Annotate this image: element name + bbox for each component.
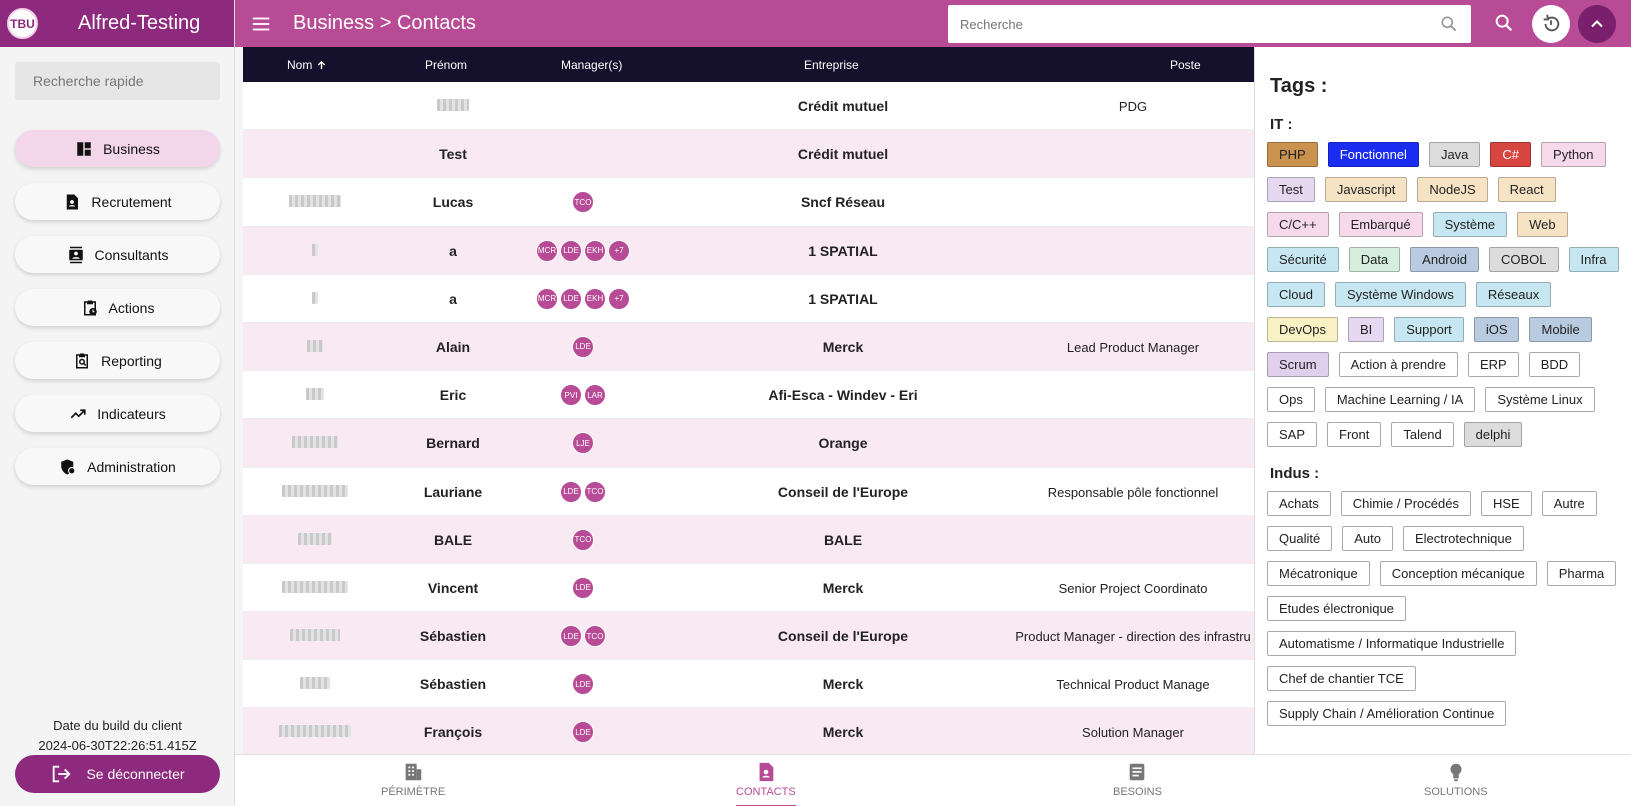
page-title: Business > Contacts: [293, 12, 476, 34]
table-row[interactable]: [243, 82, 1254, 130]
tag-chip[interactable]: C/C++: [1267, 212, 1329, 237]
cell-prenom: Lucas: [432, 194, 474, 211]
tag-chip[interactable]: Java: [1429, 142, 1480, 167]
refresh-button[interactable]: [1532, 5, 1570, 43]
tag-chip[interactable]: Web: [1517, 212, 1568, 237]
tag-chip[interactable]: ERP: [1468, 352, 1519, 377]
cell-poste: Responsable pôle fonctionnel: [1047, 484, 1219, 500]
tag-chip[interactable]: Système: [1433, 212, 1508, 237]
sidebar-item-label: Business: [103, 140, 160, 157]
tag-chip[interactable]: React: [1498, 177, 1556, 202]
tab-contacts[interactable]: [736, 761, 796, 798]
tag-chip[interactable]: Réseaux: [1476, 282, 1551, 307]
lightbulb-icon: [1445, 761, 1467, 783]
tag-chip[interactable]: NodeJS: [1417, 177, 1487, 202]
table-row[interactable]: [243, 564, 1254, 612]
tag-chip[interactable]: Mécatronique: [1267, 561, 1370, 586]
cell-poste: Senior Project Coordinato: [1058, 580, 1208, 596]
tag-chip[interactable]: BDD: [1529, 352, 1580, 377]
tag-chip[interactable]: Qualité: [1267, 526, 1332, 551]
tags-title: Tags :: [1270, 75, 1328, 97]
cell-nom: [265, 725, 365, 737]
manager-avatar[interactable]: LDE: [572, 673, 594, 695]
cell-entreprise: Merck: [822, 338, 864, 355]
tab-label: PÉRIMÈTRE: [381, 786, 446, 798]
tag-chip[interactable]: COBOL: [1489, 247, 1559, 272]
top-header: [235, 0, 1631, 47]
manager-avatar[interactable]: +7: [608, 288, 630, 310]
header-search-input[interactable]: [960, 17, 1439, 32]
redacted-name: [282, 581, 348, 593]
admin-shield-icon: [59, 458, 77, 476]
cell-nom: [265, 340, 365, 352]
cell-nom: [265, 436, 365, 448]
refresh-icon: [1540, 13, 1562, 35]
sidebar-item-indicateurs[interactable]: [15, 395, 220, 432]
sort-arrow-up-icon: [316, 60, 327, 71]
cell-entreprise: 1 SPATIAL: [808, 290, 878, 307]
cell-prenom: Test: [439, 146, 467, 163]
cell-poste: Product Manager - direction des infrastru: [1015, 629, 1251, 645]
manager-avatar[interactable]: LDE: [572, 336, 594, 358]
tag-chip[interactable]: Achats: [1267, 491, 1331, 516]
redacted-name: [292, 436, 338, 448]
manager-avatar[interactable]: LDE: [572, 577, 594, 599]
sidebar-item-business[interactable]: [15, 130, 220, 167]
build-date: 2024-06-30T22:26:51.415Z: [38, 738, 197, 753]
cell-managers: [513, 673, 653, 695]
tag-chip[interactable]: Sécurité: [1267, 247, 1339, 272]
tags-panel: [1254, 47, 1631, 754]
trending-up-icon: [69, 405, 87, 423]
redacted-name: [290, 629, 340, 641]
table-row[interactable]: [243, 468, 1254, 516]
tag-chip[interactable]: Automatisme / Informatique Industrielle: [1267, 631, 1516, 656]
tab-label: SOLUTIONS: [1424, 786, 1488, 798]
cell-prenom: François: [423, 724, 483, 741]
col-entreprise[interactable]: Entreprise: [804, 58, 859, 72]
cell-prenom: Sébastien: [419, 628, 487, 645]
cell-poste: Lead Product Manager: [1066, 339, 1200, 355]
tag-chip[interactable]: Javascript: [1325, 177, 1408, 202]
tag-chip[interactable]: Scrum: [1267, 352, 1329, 377]
cell-entreprise: Conseil de l'Europe: [777, 483, 909, 500]
cell-prenom: a: [449, 242, 457, 259]
cell-managers: [513, 288, 653, 310]
quick-search-box: [15, 62, 220, 100]
manager-avatar[interactable]: EKH: [584, 288, 606, 310]
document-icon: [1126, 761, 1148, 783]
tab-perimetre[interactable]: [381, 761, 445, 798]
cell-managers: [513, 384, 653, 406]
redacted-name: [289, 195, 341, 207]
app-logo[interactable]: TBU: [7, 8, 38, 39]
cell-managers: [513, 625, 653, 647]
redacted-name: [282, 485, 348, 497]
manager-avatar[interactable]: TCO: [572, 529, 594, 551]
cell-prenom: [353, 98, 553, 114]
tag-list: [1267, 142, 1627, 447]
sidebar-item-label: Indicateurs: [97, 405, 166, 422]
cell-prenom: Eric: [439, 387, 467, 404]
manager-avatar[interactable]: LDE: [572, 721, 594, 743]
redacted-name: [312, 292, 318, 304]
search-button-icon[interactable]: [1493, 12, 1515, 34]
tag-chip[interactable]: Autre: [1542, 491, 1597, 516]
contact-card-icon: [755, 761, 777, 783]
tag-chip[interactable]: Pharma: [1547, 561, 1617, 586]
cell-entreprise: Merck: [822, 676, 864, 693]
cell-prenom: Sébastien: [419, 676, 487, 693]
sidebar-item-label: Recrutement: [91, 193, 172, 210]
sidebar-item-label: Actions: [108, 299, 155, 316]
contacts-table: [243, 47, 1254, 754]
sidebar: [0, 0, 235, 806]
manager-avatar[interactable]: PVI: [560, 384, 582, 406]
sidebar-item-label: Consultants: [94, 246, 169, 263]
building-icon: [402, 761, 424, 783]
cell-nom: [265, 195, 365, 207]
cell-managers: [513, 529, 653, 551]
cell-nom: [265, 677, 365, 689]
cell-entreprise: Crédit mutuel: [797, 98, 889, 114]
dashboard-icon: [75, 140, 93, 158]
table-header: [243, 47, 1254, 82]
tag-chip[interactable]: Python: [1541, 142, 1605, 167]
cell-entreprise: Merck: [822, 579, 864, 596]
redacted-name: [437, 99, 469, 111]
manager-avatar[interactable]: MCR: [536, 240, 558, 262]
logout-icon: [50, 763, 72, 785]
collapse-button[interactable]: [1578, 5, 1616, 43]
cell-nom: [265, 244, 365, 256]
cell-entreprise: 1 SPATIAL: [808, 242, 878, 259]
cell-prenom: a: [449, 290, 457, 307]
tag-chip[interactable]: Action à prendre: [1339, 352, 1458, 377]
brand-bar: [0, 0, 234, 47]
redacted-name: [307, 340, 323, 352]
cell-prenom: Lauriane: [423, 483, 483, 500]
cell-prenom: Vincent: [427, 579, 479, 596]
tag-chip[interactable]: Talend: [1391, 422, 1453, 447]
table-row[interactable]: [243, 419, 1254, 467]
tab-besoins[interactable]: [1113, 761, 1162, 798]
tab-label: BESOINS: [1113, 786, 1162, 798]
col-nom-label: Nom: [287, 58, 313, 72]
tag-chip[interactable]: Chef de chantier TCE: [1267, 666, 1416, 691]
cell-entreprise: Merck: [822, 724, 864, 741]
tag-chip[interactable]: delphi: [1464, 422, 1523, 447]
col-nom[interactable]: [287, 58, 327, 72]
tag-chip[interactable]: Fonctionnel: [1328, 142, 1419, 167]
redacted-name: [306, 388, 324, 400]
cell-nom: [265, 388, 365, 400]
cell-entreprise: Conseil de l'Europe: [777, 628, 909, 645]
cell-entreprise: BALE: [823, 531, 863, 548]
contact-card-icon: [63, 193, 81, 211]
cell-entreprise: Afi-Esca - Windev - Eri: [768, 387, 918, 404]
manager-avatar[interactable]: TCO: [584, 481, 606, 503]
table-row[interactable]: [243, 708, 1254, 754]
tag-chip[interactable]: Front: [1327, 422, 1381, 447]
cell-managers: [513, 191, 653, 213]
cell-managers: [513, 432, 653, 454]
cell-prenom: Alain: [435, 338, 471, 355]
tag-chip[interactable]: iOS: [1474, 317, 1520, 342]
tag-chip[interactable]: Système Linux: [1485, 387, 1594, 412]
tag-chip[interactable]: Test: [1267, 177, 1315, 202]
col-prenom[interactable]: Prénom: [425, 58, 468, 72]
build-info: [0, 716, 235, 756]
table-row[interactable]: [243, 660, 1254, 708]
tag-chip[interactable]: DevOps: [1267, 317, 1338, 342]
tag-chip[interactable]: BI: [1348, 317, 1384, 342]
logout-label: Se déconnecter: [86, 766, 185, 782]
tag-chip[interactable]: Système Windows: [1335, 282, 1466, 307]
manager-avatar[interactable]: LDE: [560, 625, 582, 647]
cell-managers: [513, 336, 653, 358]
redacted-name: [312, 244, 318, 256]
cell-nom: [265, 533, 365, 545]
header-search-box: [948, 5, 1471, 43]
manager-avatar[interactable]: LAR: [584, 384, 606, 406]
tag-chip[interactable]: Embarqué: [1339, 212, 1423, 237]
tag-chip[interactable]: Android: [1410, 247, 1479, 272]
chevron-up-icon: [1587, 14, 1607, 34]
table-row[interactable]: [243, 612, 1254, 660]
tag-chip[interactable]: Mobile: [1529, 317, 1591, 342]
tag-chip[interactable]: HSE: [1481, 491, 1532, 516]
redacted-name: [279, 725, 351, 737]
tag-chip[interactable]: Support: [1394, 317, 1464, 342]
cell-poste: Technical Product Manage: [1056, 677, 1210, 693]
tab-solutions[interactable]: [1424, 761, 1488, 798]
cell-poste: PDG: [1118, 99, 1148, 114]
sidebar-item-recrutement[interactable]: [15, 183, 220, 220]
manager-avatar[interactable]: TCO: [572, 191, 594, 213]
manager-avatar[interactable]: MCR: [536, 288, 558, 310]
cell-nom: [265, 629, 365, 641]
col-poste[interactable]: Poste: [1170, 58, 1201, 72]
tag-chip[interactable]: Cloud: [1267, 282, 1325, 307]
build-label: Date du build du client: [53, 718, 182, 733]
cell-managers: [513, 240, 653, 262]
tag-categories: [1267, 116, 1631, 726]
tag-chip[interactable]: Conception mécanique: [1380, 561, 1537, 586]
tag-chip[interactable]: Auto: [1342, 526, 1393, 551]
cell-entreprise: Crédit mutuel: [797, 146, 889, 163]
bottom-nav: [235, 754, 1631, 806]
manager-avatar[interactable]: LDE: [560, 288, 582, 310]
manager-avatar[interactable]: +7: [608, 240, 630, 262]
manager-avatar[interactable]: TCO: [584, 625, 606, 647]
contacts-icon: [67, 246, 85, 264]
table-row[interactable]: [243, 371, 1254, 419]
redacted-name: [300, 677, 330, 689]
tag-chip[interactable]: Data: [1349, 247, 1400, 272]
clipboard-search-icon: [73, 352, 91, 370]
tag-chip[interactable]: C#: [1490, 142, 1531, 167]
table-row[interactable]: [243, 323, 1254, 371]
clipboard-clock-icon: [81, 299, 99, 317]
manager-avatar[interactable]: EKH: [584, 240, 606, 262]
tag-chip[interactable]: Machine Learning / IA: [1325, 387, 1475, 412]
tag-chip[interactable]: Infra: [1569, 247, 1619, 272]
app-name: Alfred-Testing: [78, 12, 201, 34]
cell-entreprise: Sncf Réseau: [800, 194, 886, 211]
cell-prenom: BALE: [433, 531, 473, 548]
table-row[interactable]: [243, 227, 1254, 275]
table-row[interactable]: [243, 178, 1254, 226]
cell-managers: [513, 721, 653, 743]
tag-chip[interactable]: Etudes électronique: [1267, 596, 1406, 621]
table-row[interactable]: [243, 130, 1254, 178]
cell-nom: [265, 581, 365, 593]
table-body: [243, 82, 1254, 754]
cell-managers: [513, 481, 653, 503]
sidebar-item-label: Administration: [87, 458, 176, 475]
tag-chip[interactable]: Ops: [1267, 387, 1315, 412]
sidebar-item-actions[interactable]: [15, 289, 220, 326]
cell-nom: [265, 485, 365, 497]
menu-icon[interactable]: [250, 13, 272, 35]
sidebar-item-label: Reporting: [101, 352, 162, 369]
col-managers[interactable]: Manager(s): [561, 58, 623, 72]
manager-avatar[interactable]: LJE: [572, 432, 594, 454]
quick-search-input[interactable]: [33, 73, 214, 89]
search-icon: [1439, 14, 1459, 34]
tag-list: [1267, 491, 1627, 726]
tag-chip[interactable]: Chimie / Procédés: [1341, 491, 1471, 516]
cell-entreprise: Orange: [818, 435, 868, 452]
redacted-name: [298, 533, 332, 545]
tag-category-title: Indus :: [1270, 465, 1320, 482]
cell-nom: [265, 292, 365, 304]
tab-label: CONTACTS: [736, 786, 796, 798]
logout-button[interactable]: [15, 755, 220, 793]
cell-prenom: Bernard: [426, 435, 480, 452]
sidebar-item-administration[interactable]: [15, 448, 220, 485]
cell-managers: [513, 577, 653, 599]
table-row[interactable]: [243, 516, 1254, 564]
table-row[interactable]: [243, 275, 1254, 323]
tag-chip[interactable]: SAP: [1267, 422, 1317, 447]
sidebar-item-reporting[interactable]: [15, 342, 220, 379]
manager-avatar[interactable]: LDE: [560, 481, 582, 503]
tag-chip[interactable]: Supply Chain / Amélioration Continue: [1267, 701, 1506, 726]
sidebar-item-consultants[interactable]: [15, 236, 220, 273]
tag-chip[interactable]: PHP: [1267, 142, 1318, 167]
tag-category-title: IT :: [1270, 116, 1293, 133]
cell-poste: Solution Manager: [1082, 725, 1184, 741]
tag-chip[interactable]: Electrotechnique: [1403, 526, 1524, 551]
manager-avatar[interactable]: LDE: [560, 240, 582, 262]
